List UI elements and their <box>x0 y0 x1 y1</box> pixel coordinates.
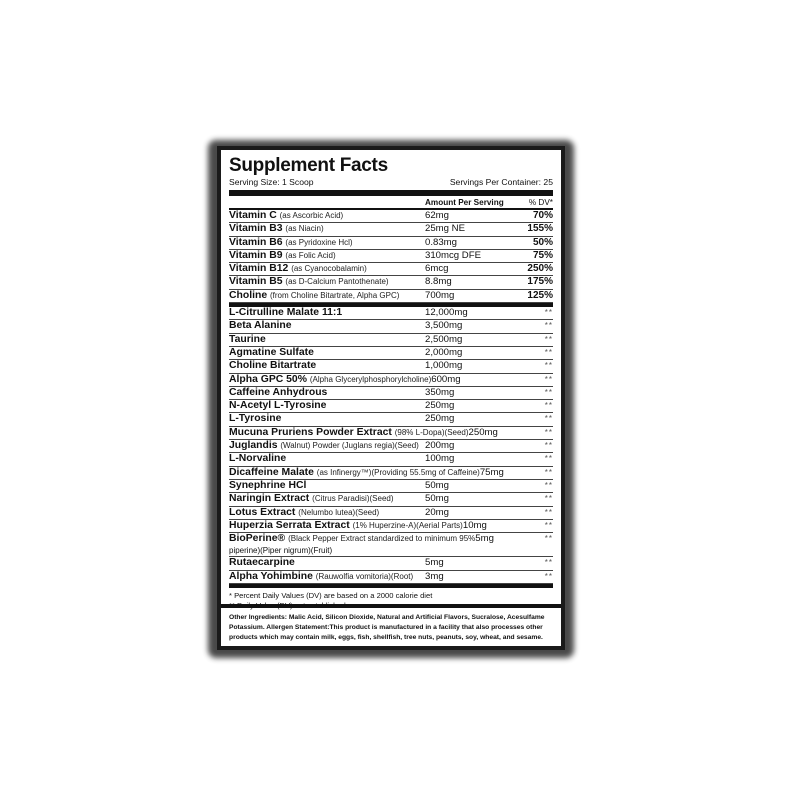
ingredient-dv: ** <box>544 480 553 490</box>
ingredient-name-bold: Dicaffeine Malate <box>229 466 314 478</box>
ingredient-row <box>229 387 553 400</box>
facts-content <box>229 155 553 610</box>
ingredient-name-bold: Lotus Extract <box>229 506 296 518</box>
ingredient-dv: ** <box>544 507 553 517</box>
ingredient-dv: 75% <box>532 249 553 261</box>
ingredient-dv: 70% <box>532 210 553 221</box>
ingredient-row <box>229 427 553 440</box>
ingredient-amount: 6mcg <box>425 263 449 275</box>
ingredient-name <box>229 334 425 346</box>
ingredient-dv: ** <box>544 321 553 331</box>
ingredient-name <box>229 440 425 452</box>
ingredient-row <box>229 467 553 480</box>
ingredient-name <box>229 237 425 249</box>
ingredient-source: (Walnut) Powder (Juglans regia)(Seed) <box>280 441 419 451</box>
ingredient-amount: 700mg <box>425 289 455 301</box>
ingredient-name-bold: Agmatine Sulfate <box>229 346 314 358</box>
ingredient-dv: ** <box>544 308 553 318</box>
ingredient-name-bold: Choline <box>229 289 268 301</box>
ingredient-row <box>229 250 553 263</box>
footnote-dv: * Percent Daily Values (DV) are based on a 2000 calorie diet <box>229 591 433 601</box>
ingredient-dv: ** <box>544 347 553 357</box>
ingredient-amount: 5mg <box>425 557 444 569</box>
ingredient-name <box>229 374 431 386</box>
ingredient-amount: 2,500mg <box>425 333 463 345</box>
ingredient-name-bold: Alpha GPC 50% <box>229 373 307 385</box>
ingredient-row <box>229 320 553 333</box>
ingredient-dv: ** <box>544 401 553 411</box>
ingredient-name-bold: Beta Alanine <box>229 320 292 332</box>
ingredient-name-bold: Juglandis <box>229 440 278 452</box>
ingredient-name <box>229 360 425 372</box>
ingredient-name-bold: Taurine <box>229 333 266 345</box>
ingredient-row <box>229 413 553 426</box>
ingredient-name <box>229 493 425 505</box>
facts-title: Supplement Facts <box>229 155 388 176</box>
ingredient-name <box>229 250 425 262</box>
ingredient-source: (as Folic Acid) <box>285 250 336 260</box>
ingredient-name <box>229 276 425 288</box>
ingredient-amount: 250mg <box>425 400 455 412</box>
ingredient-name <box>229 290 425 302</box>
ingredient-name-bold: Rutaecarpine <box>229 557 295 569</box>
ingredient-name <box>229 427 469 439</box>
ingredient-source: (Rauwolfia vomitoria)(Root) <box>315 571 414 581</box>
ingredient-row <box>229 480 553 493</box>
ingredient-source: (as Niacin) <box>285 224 324 234</box>
amount-header: Amount Per Serving <box>425 198 504 207</box>
ingredient-source: (Black Pepper Extract standardized to minimum 95% <box>288 534 476 544</box>
ingredient-name <box>229 400 425 412</box>
dv-header: % DV* <box>528 198 553 207</box>
ingredient-amount: 12,000mg <box>425 307 468 319</box>
ingredient-name-bold: Mucuna Pruriens Powder Extract <box>229 426 392 438</box>
ingredient-name-bold: Vitamin B3 <box>229 223 283 235</box>
ingredient-amount: 75mg <box>479 466 504 478</box>
ingredient-name-bold: Vitamin C <box>229 210 277 221</box>
ingredient-row <box>229 400 553 413</box>
ingredient-amount: 50mg <box>425 493 449 505</box>
other-ingredients: Other Ingredients: Malic Acid, Silicon Dioxide, Natural and Artificial Flavors, Sucralose, Acesulfame Potassium. Allergen Statement:This product is manufactured in a facility that also processes other products which may contain milk, eggs, fish, shellfish, tree nuts, peanuts, soy, wheat, and sesame. <box>221 604 561 643</box>
ingredient-row <box>229 237 553 250</box>
ingredient-name-bold: Synephrine HCl <box>229 479 307 491</box>
ingredient-name-bold: Alpha Yohimbine <box>229 570 313 582</box>
ingredient-row <box>229 334 553 347</box>
ingredient-amount: 8.8mg <box>425 276 452 288</box>
ingredient-row <box>229 493 553 506</box>
ingredient-source: (as Infinergy™)(Providing 55.5mg of Caffeine) <box>316 467 480 477</box>
ingredient-name <box>229 263 425 275</box>
ingredient-name-bold: N-Acetyl L-Tyrosine <box>229 400 327 412</box>
ingredient-amount: 1,000mg <box>425 360 463 372</box>
ingredient-name <box>229 557 425 569</box>
ingredient-dv: ** <box>544 441 553 451</box>
ingredient-dv: ** <box>544 571 553 581</box>
ingredient-source: (as Pyridoxine Hcl) <box>285 237 353 247</box>
ingredient-name-bold: Vitamin B12 <box>229 263 289 275</box>
ingredient-row <box>229 210 553 223</box>
ingredient-source-continued: piperine)(Piper nigrum)(Fruit) <box>229 546 333 556</box>
bioperine-row <box>229 533 553 557</box>
ingredient-source: (Citrus Paradisi)(Seed) <box>312 494 394 504</box>
ingredient-dv: ** <box>544 374 553 384</box>
ingredient-amount: 200mg <box>425 440 455 452</box>
ingredient-source: (from Choline Bitartrate, Alpha GPC) <box>270 290 400 300</box>
ingredient-row <box>229 347 553 360</box>
ingredient-row <box>229 307 553 320</box>
ingredient-name <box>229 467 480 479</box>
ingredient-dv: ** <box>544 387 553 397</box>
ingredient-name-bold: Vitamin B5 <box>229 276 283 288</box>
ingredient-row <box>229 374 553 387</box>
ingredient-name <box>229 307 425 319</box>
ingredient-dv: ** <box>544 520 553 530</box>
ingredient-amount: 350mg <box>425 386 455 398</box>
ingredient-name <box>229 520 463 532</box>
ingredient-dv: 250% <box>527 263 553 275</box>
ingredient-dv: ** <box>544 427 553 437</box>
ingredient-name <box>229 533 475 545</box>
ingredient-name-bold: Huperzia Serrata Extract <box>229 519 350 531</box>
ingredient-name-bold: Vitamin B6 <box>229 236 283 248</box>
ingredient-dv: ** <box>544 454 553 464</box>
ingredient-dv: ** <box>544 334 553 344</box>
ingredient-name <box>229 347 425 359</box>
ingredient-name-bold: Choline Bitartrate <box>229 360 317 372</box>
servings-per-container: Servings Per Container: 25 <box>449 177 553 187</box>
ingredient-amount: 3mg <box>425 570 444 582</box>
ingredient-row <box>229 263 553 276</box>
ingredient-amount: 50mg <box>425 479 449 491</box>
ingredient-source: (98% L-Dopa)(Seed) <box>394 427 469 437</box>
ingredient-name <box>229 320 425 332</box>
serving-size: Serving Size: 1 Scoop <box>229 177 314 187</box>
ingredient-row <box>229 571 553 584</box>
ingredient-name-bold: Naringin Extract <box>229 493 310 505</box>
ingredient-dv: ** <box>544 494 553 504</box>
ingredient-amount: 250mg <box>425 413 455 425</box>
ingredient-name <box>229 507 425 519</box>
ingredient-dv: 50% <box>532 236 553 248</box>
ingredient-name-bold: Caffeine Anhydrous <box>229 386 328 398</box>
ingredient-name-bold: L-Norvaline <box>229 453 287 465</box>
ingredient-amount: 250mg <box>468 426 498 438</box>
ingredient-amount: 100mg <box>425 453 455 465</box>
ingredient-row <box>229 557 553 570</box>
ingredient-row <box>229 276 553 289</box>
ingredient-amount: 25mg NE <box>425 223 465 235</box>
ingredient-dv: 125% <box>527 289 553 301</box>
ingredient-name <box>229 571 425 583</box>
ingredient-source: (as D-Calcium Pantothenate) <box>285 277 389 287</box>
ingredient-row <box>229 223 553 236</box>
ingredient-name-bold: BioPerine® <box>229 533 286 545</box>
ingredient-list-2 <box>229 557 553 584</box>
ingredient-source: (Alpha Glycerylphosphorylcholine) <box>309 374 432 384</box>
footnote-not-established: ** Daily Value (DV) not established <box>229 600 346 610</box>
ingredient-source: (as Ascorbic Acid) <box>279 211 344 220</box>
ingredient-name-bold: L-Citrulline Malate 11:1 <box>229 307 343 319</box>
ingredient-row <box>229 360 553 373</box>
ingredient-source: (1% Huperzine-A)(Aerial Parts) <box>352 520 463 530</box>
ingredient-name <box>229 387 425 399</box>
ingredient-amount: 20mg <box>425 506 449 518</box>
ingredient-name <box>229 453 425 465</box>
ingredient-amount: 5mg <box>475 533 494 545</box>
ingredient-row <box>229 520 553 533</box>
ingredient-dv: ** <box>544 467 553 477</box>
ingredient-dv: ** <box>544 361 553 371</box>
ingredient-name-bold: L-Tyrosine <box>229 413 282 425</box>
ingredient-amount: 310mcg DFE <box>425 249 481 261</box>
ingredient-row <box>229 507 553 520</box>
ingredient-dv: 155% <box>527 223 553 235</box>
ingredient-dv: 175% <box>527 276 553 288</box>
ingredient-source: (as Cyanocobalamin) <box>291 264 367 274</box>
ingredient-amount: 10mg <box>462 519 487 531</box>
ingredient-row <box>229 453 553 466</box>
ingredient-source: (Nelumbo lutea)(Seed) <box>298 507 380 517</box>
ingredient-name <box>229 480 425 492</box>
ingredient-amount: 2,000mg <box>425 346 463 358</box>
ingredient-amount: 62mg <box>425 210 449 221</box>
ingredient-dv: ** <box>544 414 553 424</box>
column-header <box>229 196 553 210</box>
ingredient-dv: ** <box>544 534 553 544</box>
ingredient-amount: 3,500mg <box>425 320 463 332</box>
ingredient-list <box>229 307 553 533</box>
ingredient-amount: 600mg <box>431 373 461 385</box>
ingredient-name-bold: Vitamin B9 <box>229 249 283 261</box>
ingredient-name <box>229 413 425 425</box>
ingredient-amount: 0.83mg <box>425 236 457 248</box>
ingredient-name <box>229 210 425 222</box>
supplement-facts-panel <box>217 146 565 650</box>
serving-info <box>229 177 553 196</box>
ingredient-name <box>229 223 425 235</box>
ingredient-row <box>229 440 553 453</box>
ingredient-row <box>229 290 553 303</box>
vitamin-list <box>229 210 553 303</box>
ingredient-dv: ** <box>544 558 553 568</box>
